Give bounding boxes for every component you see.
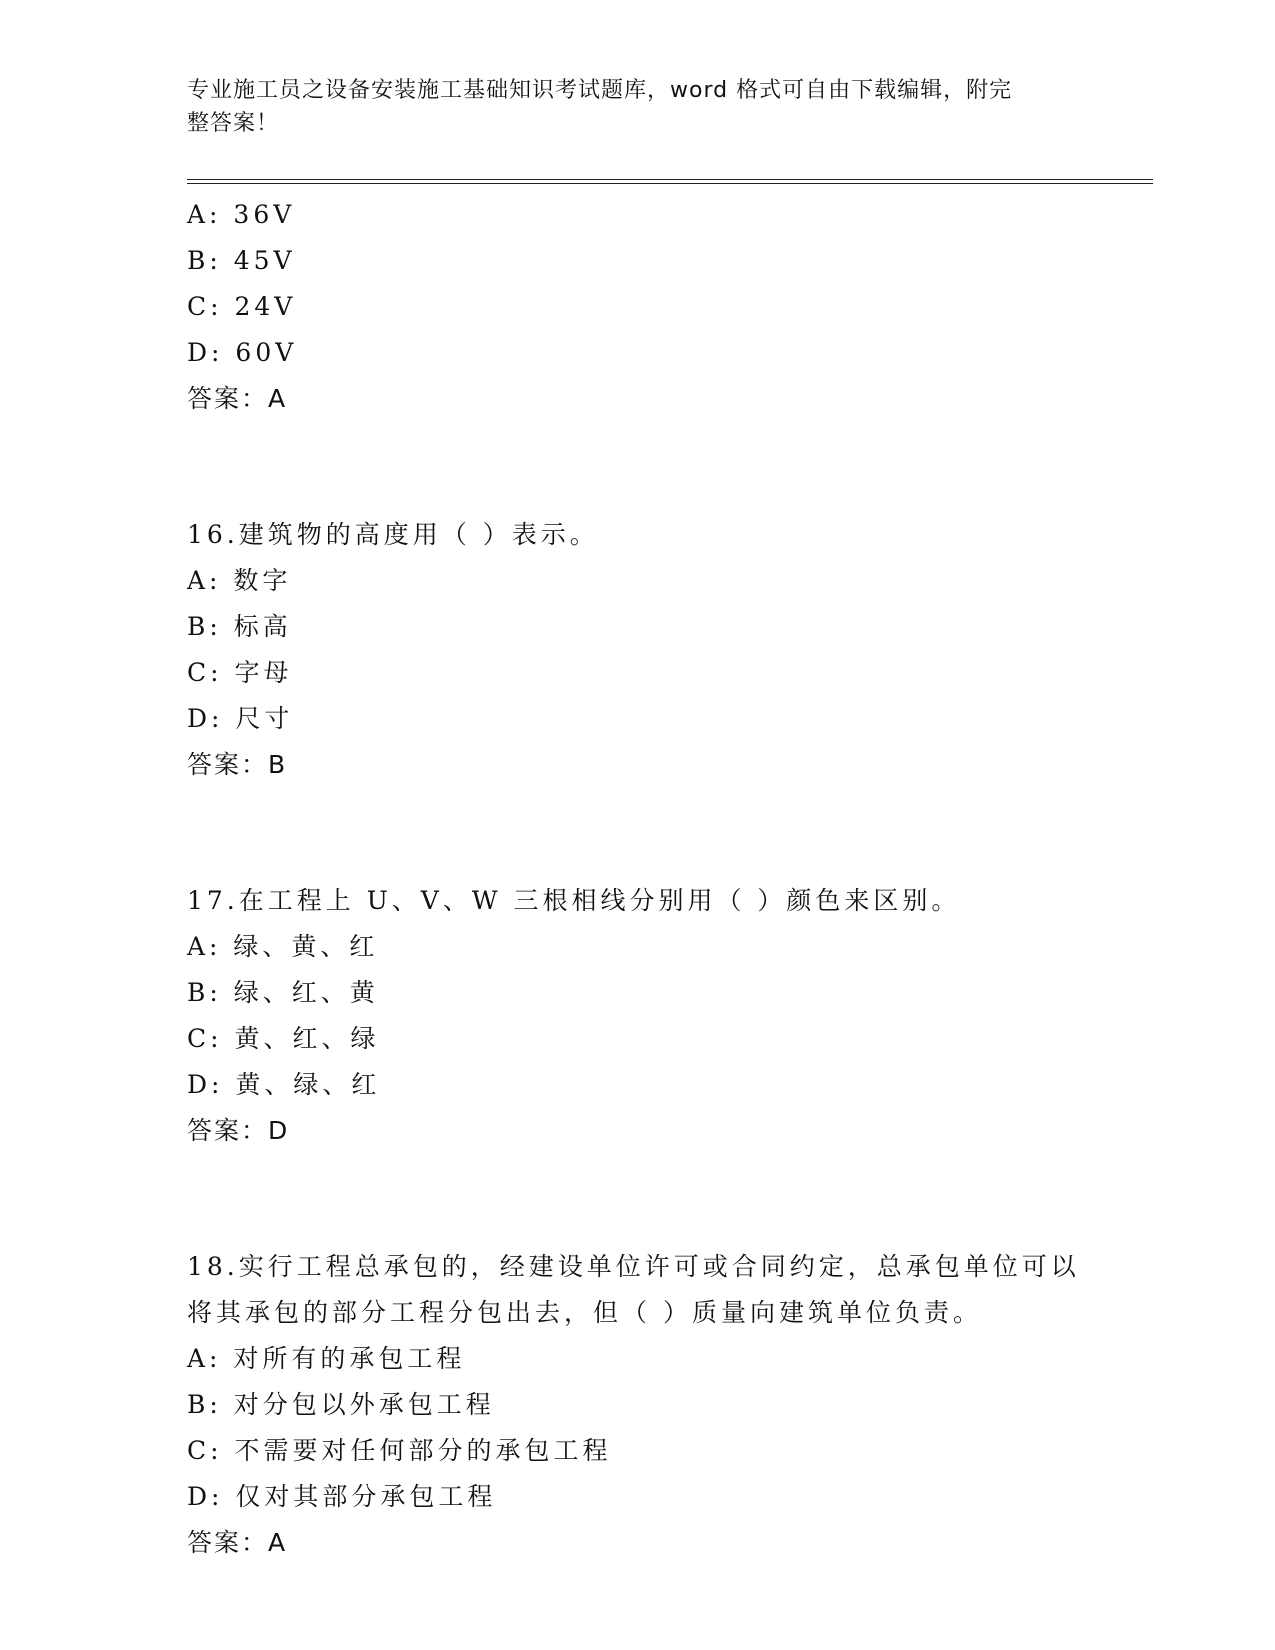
header-line-1: 专业施工员之设备安装施工基础知识考试题库，word 格式可自由下载编辑，附完 <box>187 78 1013 103</box>
q15-option-c: C: 24V <box>187 292 297 321</box>
header-divider-top <box>187 179 1153 180</box>
spacer <box>187 1154 1087 1244</box>
question-content <box>187 192 1087 1566</box>
q18-option-b: B: 对分包以外承包工程 <box>187 1390 495 1419</box>
q16-question: 16.建筑物的高度用（ ）表示。 <box>187 520 599 549</box>
q18-option-a: A: 对所有的承包工程 <box>187 1344 466 1373</box>
question-18-block <box>187 1244 1087 1566</box>
q16-option-d: D: 尺寸 <box>187 704 294 733</box>
q17-question: 17.在工程上 U、V、W 三根相线分别用（ ）颜色来区别。 <box>187 886 961 915</box>
q18-option-c: C: 不需要对任何部分的承包工程 <box>187 1436 612 1465</box>
q15-option-d: D: 60V <box>187 338 298 367</box>
q15-option-b: B: 45V <box>187 246 296 275</box>
q18-question-line-1: 18.实行工程总承包的，经建设单位许可或合同约定，总承包单位可以 <box>187 1252 1080 1281</box>
header-divider-bottom <box>187 183 1153 184</box>
document-header <box>187 74 1067 140</box>
question-16-block <box>187 512 1087 788</box>
header-line-2: 整答案！ <box>187 111 280 136</box>
q17-option-b: B: 绿、红、黄 <box>187 978 379 1007</box>
q18-question-line-2: 将其承包的部分工程分包出去，但（ ）质量向建筑单位负责。 <box>187 1298 982 1327</box>
question-15-block <box>187 192 1087 422</box>
q17-option-d: D: 黄、绿、红 <box>187 1070 381 1099</box>
q18-option-d: D: 仅对其部分承包工程 <box>187 1482 497 1511</box>
q16-option-b: B: 标高 <box>187 612 292 641</box>
spacer <box>187 422 1087 512</box>
q16-option-a: A: 数字 <box>187 566 292 595</box>
q16-option-c: C: 字母 <box>187 658 293 687</box>
q17-answer: 答案：D <box>187 1116 290 1145</box>
q15-option-a: A: 36V <box>187 200 296 229</box>
q16-answer: 答案：B <box>187 750 288 779</box>
q17-option-c: C: 黄、红、绿 <box>187 1024 380 1053</box>
q17-option-a: A: 绿、黄、红 <box>187 932 379 961</box>
q15-answer: 答案：A <box>187 384 288 413</box>
question-17-block <box>187 878 1087 1154</box>
spacer <box>187 788 1087 878</box>
q18-answer: 答案：A <box>187 1528 288 1557</box>
